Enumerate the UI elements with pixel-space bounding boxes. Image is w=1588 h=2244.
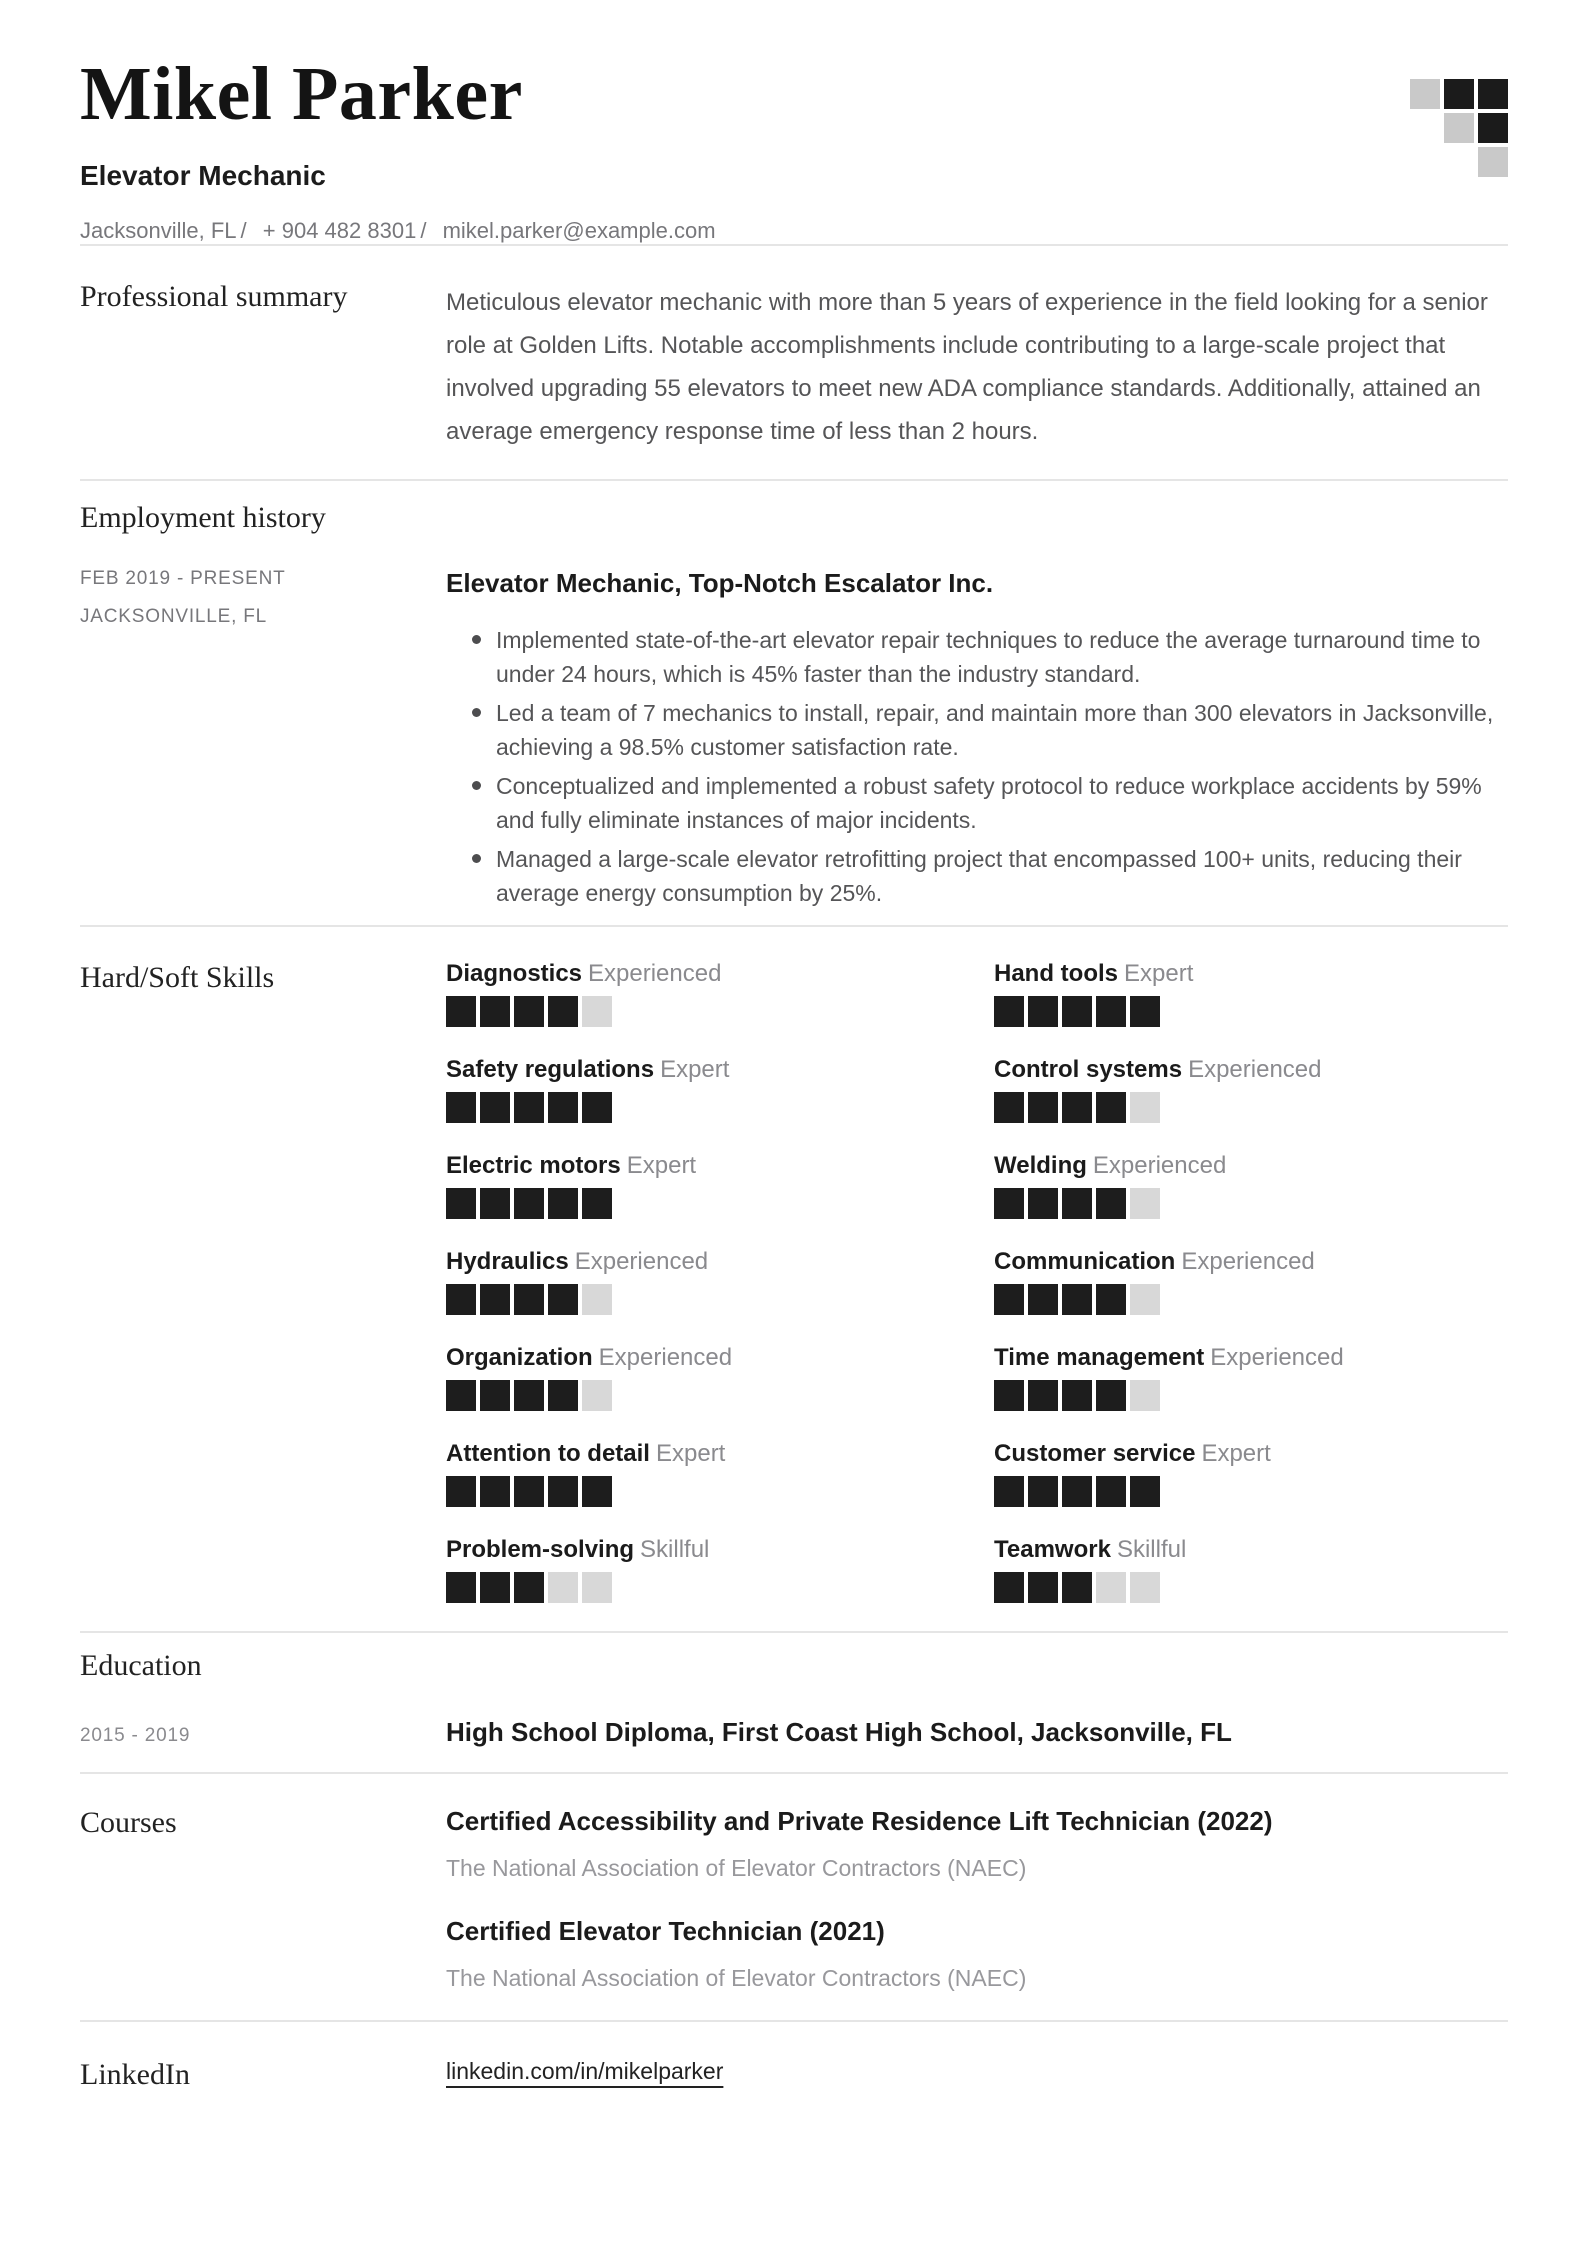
skill-rating-cell [1028, 1380, 1058, 1411]
skill-rating-cell [1130, 1380, 1160, 1411]
skill-level: Expert [655, 1439, 726, 1467]
skill-item [994, 1153, 1508, 1219]
skill-rating-cell [548, 1188, 578, 1219]
skill-rating-cell [1028, 1188, 1058, 1219]
skill-rating-cell [446, 1284, 476, 1315]
skill-rating-cell [446, 1476, 476, 1507]
skill-rating-cell [548, 996, 578, 1027]
skill-rating-cell [480, 1092, 510, 1123]
job-location: JACKSONVILLE, FL [80, 605, 268, 627]
skill-rating-cell [1096, 1188, 1126, 1219]
skill-name: Teamwork [994, 1535, 1111, 1563]
skill-rating-cell [514, 1284, 544, 1315]
skill-rating-cell [582, 1188, 612, 1219]
summary-section [80, 246, 1508, 479]
skill-rating-bar [446, 996, 994, 1027]
skill-rating-cell [1096, 1092, 1126, 1123]
employment-heading: Employment history [80, 501, 326, 534]
skill-rating-cell [1062, 1284, 1092, 1315]
skill-level: Experienced [1181, 1247, 1315, 1275]
skill-rating-cell [1096, 1572, 1126, 1603]
contact-location: Jacksonville, FL [80, 218, 237, 243]
logo-square-gray [1444, 113, 1474, 143]
skill-rating-cell [514, 1092, 544, 1123]
skill-rating-bar [446, 1188, 994, 1219]
courses-heading: Courses [80, 1806, 177, 1839]
skill-rating-cell [1028, 1284, 1058, 1315]
contact-separator: / [420, 218, 427, 243]
logo-square-none [1410, 113, 1440, 143]
skill-level: Expert [626, 1151, 697, 1179]
resume-header [80, 0, 1508, 244]
course-title: Certified Elevator Technician (2021) [446, 1916, 885, 1946]
skill-rating-cell [514, 1380, 544, 1411]
courses-list [446, 1806, 1508, 1992]
skill-rating-cell [1130, 1188, 1160, 1219]
skill-rating-cell [1062, 996, 1092, 1027]
skill-label [446, 1537, 994, 1563]
skill-item [994, 1345, 1508, 1411]
skill-item [446, 1441, 994, 1507]
skill-label [446, 1345, 994, 1371]
employment-section [80, 481, 1508, 925]
job-entry [80, 568, 1508, 915]
skill-rating-cell [994, 1188, 1024, 1219]
skill-rating-cell [1062, 1188, 1092, 1219]
skill-rating-cell [994, 1476, 1024, 1507]
skill-rating-bar [446, 1572, 994, 1603]
skill-rating-cell [994, 996, 1024, 1027]
skill-label [994, 1057, 1508, 1083]
contact-phone: + 904 482 8301 [262, 218, 417, 243]
logo-square-gray [1478, 147, 1508, 177]
skill-rating-cell [480, 1476, 510, 1507]
skill-rating-cell [548, 1284, 578, 1315]
skill-item [446, 1249, 994, 1315]
summary-heading: Professional summary [80, 280, 348, 313]
skill-rating-cell [582, 996, 612, 1027]
skill-item [994, 1249, 1508, 1315]
skill-name: Time management [994, 1343, 1205, 1371]
skill-item [994, 1441, 1508, 1507]
skill-rating-cell [480, 1380, 510, 1411]
job-bullet-list [446, 623, 1508, 910]
skill-level: Skillful [640, 1535, 710, 1563]
skill-rating-bar [994, 1572, 1508, 1603]
course-entry [446, 1916, 1508, 1992]
skill-rating-cell [582, 1476, 612, 1507]
skill-rating-cell [582, 1092, 612, 1123]
courses-section [80, 1774, 1508, 2020]
skill-level: Experienced [598, 1343, 733, 1371]
candidate-job-title: Elevator Mechanic [80, 160, 326, 191]
skill-rating-cell [1028, 1476, 1058, 1507]
skill-rating-cell [1096, 1476, 1126, 1507]
skill-rating-cell [1062, 1092, 1092, 1123]
skill-rating-cell [1062, 1476, 1092, 1507]
skill-rating-bar [994, 1092, 1508, 1123]
course-provider: The National Association of Elevator Contractors (NAEC) [446, 1965, 1027, 1991]
course-title: Certified Accessibility and Private Residence Lift Technician (2022) [446, 1806, 1273, 1836]
education-dates: 2015 - 2019 [80, 1725, 191, 1746]
skill-level: Experienced [1092, 1151, 1227, 1179]
skill-rating-cell [514, 1476, 544, 1507]
skill-rating-cell [994, 1572, 1024, 1603]
skill-label [994, 1441, 1508, 1467]
skill-rating-bar [994, 1476, 1508, 1507]
logo-square-dark [1478, 79, 1508, 109]
skill-label [446, 1441, 994, 1467]
skill-name: Problem-solving [446, 1535, 635, 1563]
skill-item [994, 1537, 1508, 1603]
skill-rating-cell [548, 1092, 578, 1123]
skill-rating-cell [514, 1188, 544, 1219]
skill-name: Communication [994, 1247, 1176, 1275]
skill-rating-cell [1062, 1572, 1092, 1603]
skill-name: Hand tools [994, 959, 1118, 987]
skill-rating-cell [480, 996, 510, 1027]
skill-rating-cell [446, 1092, 476, 1123]
linkedin-profile-link[interactable]: linkedin.com/in/mikelparker [446, 2058, 724, 2084]
skill-item [446, 1537, 994, 1603]
skill-level: Experienced [574, 1247, 709, 1275]
skill-level: Expert [1201, 1439, 1271, 1467]
skill-rating-cell [1028, 996, 1058, 1027]
job-bullet: Managed a large-scale elevator retrofitting project that encompassed 100+ units, reducing their average energy consumption by 25%. [446, 842, 1508, 910]
logo-square-dark [1444, 79, 1474, 109]
skill-rating-cell [994, 1380, 1024, 1411]
job-meta [80, 568, 446, 628]
job-title: Elevator Mechanic, Top-Notch Escalator Inc. [446, 567, 994, 598]
linkedin-section [80, 2022, 1508, 2133]
skill-rating-cell [994, 1284, 1024, 1315]
skill-label [994, 1345, 1508, 1371]
skill-rating-cell [514, 996, 544, 1027]
skill-name: Hydraulics [446, 1247, 569, 1275]
skill-rating-bar [446, 1284, 994, 1315]
skill-rating-bar [446, 1092, 994, 1123]
skill-name: Electric motors [446, 1151, 621, 1179]
course-provider: The National Association of Elevator Contractors (NAEC) [446, 1855, 1027, 1881]
skill-label [994, 1249, 1508, 1275]
skill-label [994, 1153, 1508, 1179]
skill-rating-bar [446, 1476, 994, 1507]
job-bullet: Implemented state-of-the-art elevator repair techniques to reduce the average turnaround time to under 24 hours, which is 45% faster than the industry standard. [446, 623, 1508, 691]
skill-level: Experienced [1188, 1055, 1322, 1083]
skill-rating-cell [548, 1380, 578, 1411]
skill-rating-cell [446, 996, 476, 1027]
contact-email: mikel.parker@example.com [442, 218, 716, 243]
skill-rating-cell [1130, 1476, 1160, 1507]
skill-rating-cell [480, 1188, 510, 1219]
skill-name: Welding [994, 1151, 1087, 1179]
skill-level: Expert [1124, 959, 1194, 987]
logo-square-none [1410, 147, 1440, 177]
skill-label [446, 1153, 994, 1179]
skill-name: Safety regulations [446, 1055, 655, 1083]
skill-level: Experienced [1210, 1343, 1344, 1371]
skill-rating-cell [1130, 996, 1160, 1027]
skill-rating-bar [446, 1380, 994, 1411]
skill-rating-cell [480, 1284, 510, 1315]
skill-rating-cell [480, 1572, 510, 1603]
brand-logo [1410, 79, 1508, 177]
job-bullet: Led a team of 7 mechanics to install, repair, and maintain more than 300 elevators in Jacksonville, achieving a 98.5% customer satisfaction rate. [446, 696, 1508, 764]
contact-line [80, 218, 1508, 244]
education-heading: Education [80, 1648, 202, 1682]
logo-square-dark [1478, 113, 1508, 143]
skill-name: Organization [446, 1343, 593, 1371]
skill-rating-cell [1028, 1092, 1058, 1123]
skill-level: Experienced [588, 959, 722, 987]
candidate-name: Mikel Parker [80, 52, 523, 136]
skill-level: Expert [660, 1055, 730, 1083]
skill-item [446, 1345, 994, 1411]
skill-rating-bar [994, 1188, 1508, 1219]
skill-rating-cell [582, 1380, 612, 1411]
education-degree: High School Diploma, First Coast High School, Jacksonville, FL [446, 1717, 1232, 1747]
education-section [80, 1633, 1508, 1773]
skills-grid [446, 961, 1508, 1603]
skills-section [80, 927, 1508, 1631]
skill-rating-cell [1130, 1284, 1160, 1315]
skill-name: Attention to detail [446, 1439, 650, 1467]
skill-rating-cell [1130, 1092, 1160, 1123]
skill-name: Customer service [994, 1439, 1196, 1467]
skill-rating-cell [994, 1092, 1024, 1123]
skill-rating-cell [1096, 996, 1126, 1027]
education-entry [80, 1717, 1508, 1748]
skill-rating-bar [994, 1284, 1508, 1315]
education-list [80, 1717, 1508, 1748]
skill-rating-cell [1096, 1380, 1126, 1411]
skill-rating-cell [548, 1572, 578, 1603]
logo-square-gray [1410, 79, 1440, 109]
skill-item [446, 1057, 994, 1123]
job-bullet: Conceptualized and implemented a robust safety protocol to reduce workplace accidents by 59% and fully eliminate instances of major incidents. [446, 769, 1508, 837]
skill-rating-cell [446, 1380, 476, 1411]
skill-label [446, 961, 994, 987]
skill-rating-cell [446, 1188, 476, 1219]
skill-name: Diagnostics [446, 959, 583, 987]
skill-rating-cell [446, 1572, 476, 1603]
skill-item [446, 961, 994, 1027]
contact-separator: / [240, 218, 247, 243]
skill-item [446, 1153, 994, 1219]
skill-rating-cell [514, 1572, 544, 1603]
skill-rating-cell [1028, 1572, 1058, 1603]
skill-rating-cell [582, 1284, 612, 1315]
skill-label [994, 961, 1508, 987]
skill-item [994, 961, 1508, 1027]
skill-item [994, 1057, 1508, 1123]
skill-rating-bar [994, 1380, 1508, 1411]
job-dates: FEB 2019 - PRESENT [80, 567, 286, 589]
logo-square-none [1444, 147, 1474, 177]
skill-rating-cell [1096, 1284, 1126, 1315]
skill-name: Control systems [994, 1055, 1183, 1083]
skill-rating-cell [1062, 1380, 1092, 1411]
skill-label [446, 1057, 994, 1083]
course-entry [446, 1806, 1508, 1882]
skills-heading: Hard/Soft Skills [80, 960, 275, 994]
skill-level: Skillful [1116, 1535, 1187, 1563]
skill-rating-cell [582, 1572, 612, 1603]
skill-rating-cell [1130, 1572, 1160, 1603]
linkedin-heading: LinkedIn [80, 2058, 190, 2091]
summary-text: Meticulous elevator mechanic with more than 5 years of experience in the field looking for a senior role at Golden Lifts. Notable accomplishments include contributing to a large-scale project that involved upgrading 55 elevators to meet new ADA compliance standards. Additionally, attained an average emergency response time of less than 2 hours. [446, 289, 1488, 445]
skill-label [446, 1249, 994, 1275]
skill-rating-bar [994, 996, 1508, 1027]
skill-rating-cell [548, 1476, 578, 1507]
skill-label [994, 1537, 1508, 1563]
